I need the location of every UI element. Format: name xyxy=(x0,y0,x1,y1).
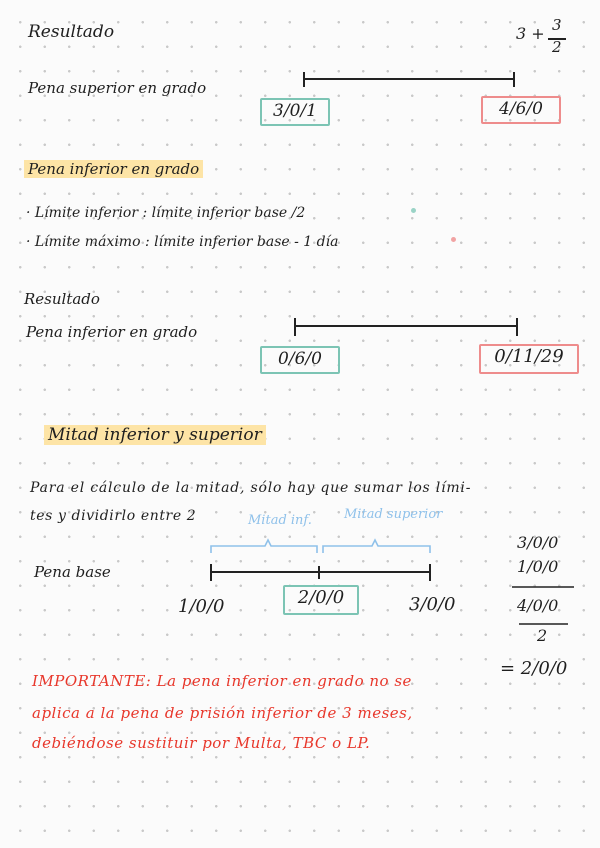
calc-div: 2 xyxy=(537,626,548,645)
calc-lines xyxy=(512,587,574,624)
base-timeline xyxy=(211,564,430,581)
superior-label: Pena superior en grado xyxy=(28,79,207,97)
base-left-value: 1/0/0 xyxy=(178,596,225,617)
inferior-timeline xyxy=(295,318,517,336)
calc-b: 1/0/0 xyxy=(517,557,559,576)
fraction-denominator: 2 xyxy=(552,38,562,56)
important-line1: IMPORTANTE: La pena inferior en grado no se xyxy=(32,672,412,690)
important-line2: aplica a la pena de prisión inferior de 3 meses, xyxy=(32,704,413,722)
bullet-maximo: · Límite máximo : límite inferior base - 1 día xyxy=(26,234,339,250)
mitad-inf-label: Mitad inf. xyxy=(248,513,312,528)
fraction-whole: 3 + xyxy=(516,24,545,43)
inferior-max-box: 0/11/29 xyxy=(479,344,579,374)
bullet-inferior: · Límite inferior : límite inferior base /2 xyxy=(26,205,306,221)
mitad-sup-label: Mitad superior xyxy=(344,507,443,522)
superior-min-box: 3/0/1 xyxy=(260,98,330,126)
paragraph-line1: Para el cálculo de la mitad, sólo hay que sumar los lími- xyxy=(30,480,472,496)
mitad-braces xyxy=(211,540,430,553)
superior-timeline xyxy=(304,72,514,87)
calc-a: 3/0/0 xyxy=(517,533,559,552)
result-title-2: Resultado xyxy=(24,290,100,308)
bullet-maximo-text: Límite máximo : límite inferior base - 1 día xyxy=(34,234,339,250)
inferior-heading-text: Pena inferior en grado xyxy=(24,160,203,178)
superior-max-box: 4/6/0 xyxy=(481,96,561,124)
mitad-heading-text: Mitad inferior y superior xyxy=(44,425,266,445)
calc-sum: 4/0/0 xyxy=(517,596,559,615)
bullet-inferior-text: Límite inferior : límite inferior base /2 xyxy=(34,205,306,221)
calc-result: = 2/0/0 xyxy=(500,658,568,679)
base-right-value: 3/0/0 xyxy=(409,594,456,615)
paragraph-line2: tes y dividirlo entre 2 xyxy=(30,508,197,524)
inferior-min-box: 0/6/0 xyxy=(260,346,340,374)
result-title-1: Resultado xyxy=(28,22,115,42)
pena-base-label: Pena base xyxy=(34,563,111,581)
important-line3: debiéndose sustituir por Multa, TBC o LP. xyxy=(32,734,371,752)
inferior-label: Pena inferior en grado xyxy=(26,323,198,341)
fraction-numerator: 3 xyxy=(552,16,562,34)
base-mid-box: 2/0/0 xyxy=(283,585,359,615)
